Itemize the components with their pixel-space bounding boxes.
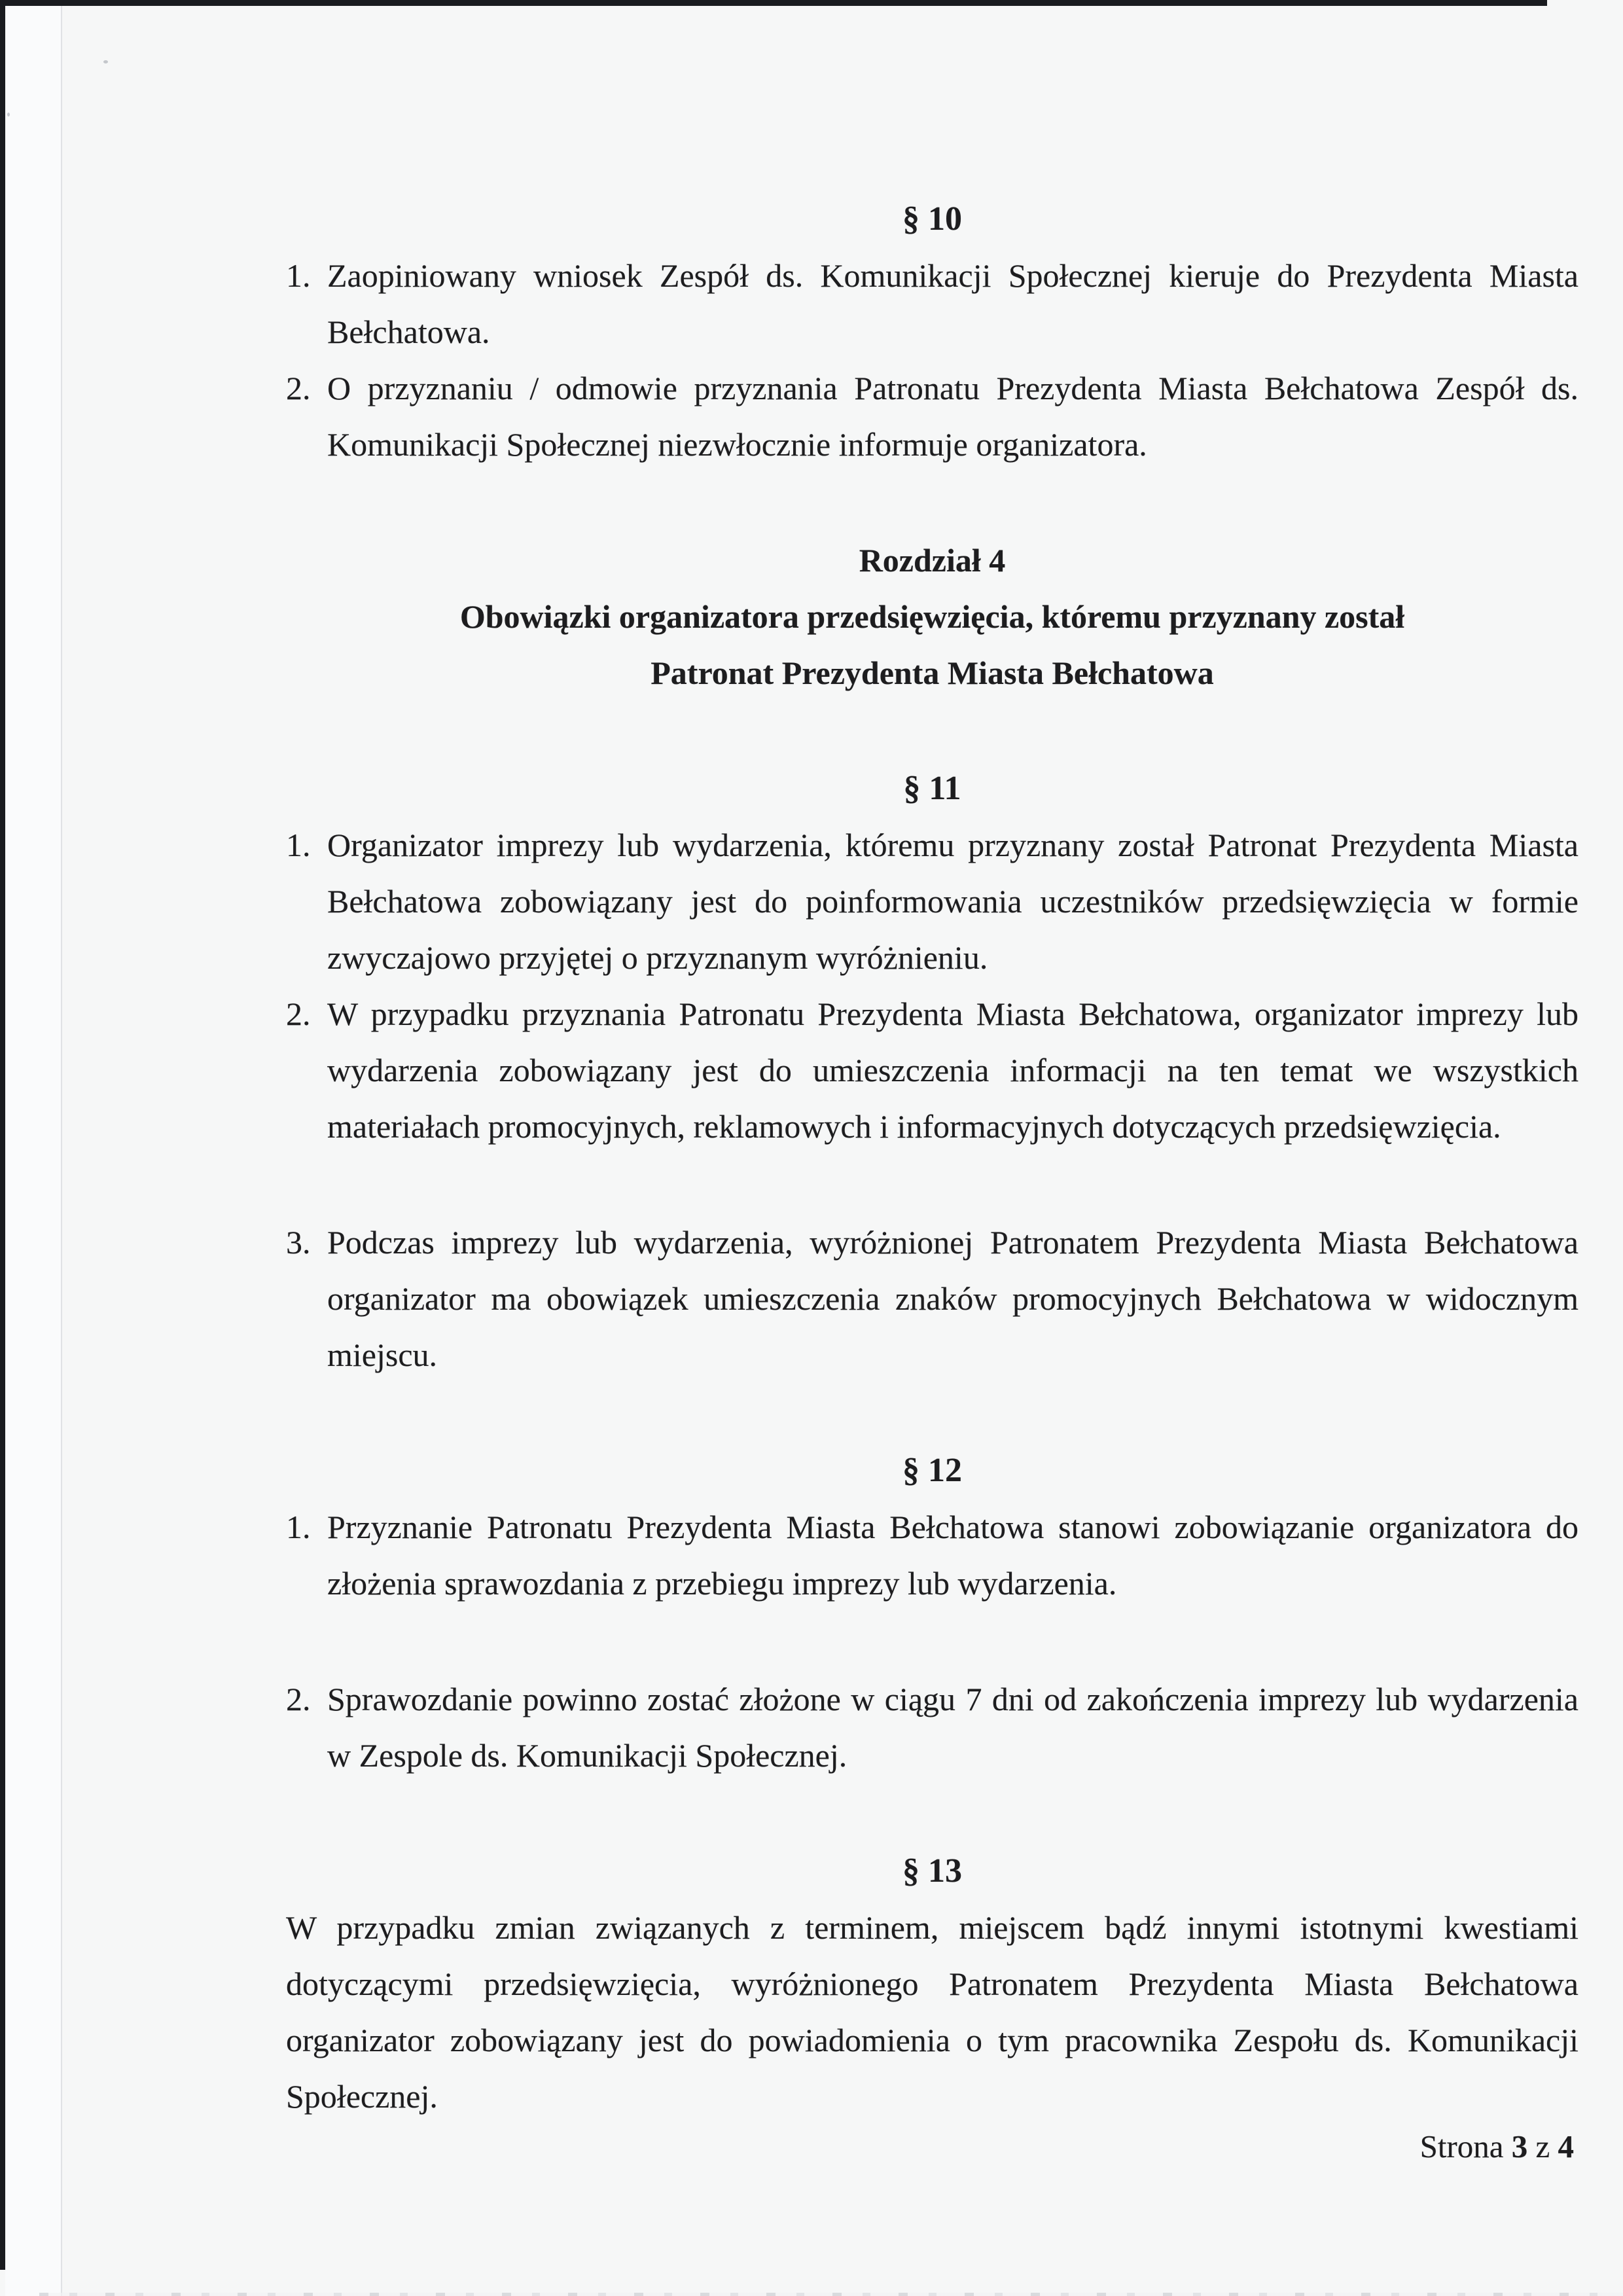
- scan-edge-left: [0, 0, 5, 2270]
- list-item: [286, 360, 1578, 473]
- chapter-heading-line: Obowiązki organizatora przedsięwzięcia, któremu przyznany został: [459, 598, 1405, 635]
- list-item: [286, 1671, 1578, 1784]
- list-item-number: 2.: [286, 996, 311, 1032]
- list-item-number: 2.: [286, 370, 311, 406]
- list-item: [286, 986, 1578, 1155]
- list-item: [286, 817, 1578, 986]
- document-text-block: [286, 191, 1578, 2125]
- list-item-text: Zaopiniowany wniosek Zespół ds. Komunikacji Społecznej kieruje do Prezydenta Miasta Bełchatowa.: [327, 257, 1578, 350]
- section-heading: § 10: [902, 200, 962, 238]
- page-number-footer: [1420, 2127, 1574, 2166]
- list-item-number: 1.: [286, 827, 311, 863]
- paper-fold-edge: [5, 6, 62, 2296]
- list-item-text: Sprawozdanie powinno zostać złożone w ciągu 7 dni od zakończenia imprezy lub wydarzenia w Zespole ds. Komunikacji Społecznej.: [327, 1681, 1578, 1774]
- chapter-heading-line: Rozdział 4: [859, 542, 1006, 579]
- list-item-number: 1.: [286, 257, 311, 294]
- section-heading: § 13: [902, 1852, 962, 1890]
- footer-separator: z: [1527, 2128, 1558, 2164]
- list-item-text: Podczas imprezy lub wydarzenia, wyróżnionej Patronatem Prezydenta Miasta Bełchatowa organizator ma obowiązek umieszczenia znaków promocyjnych Bełchatowa w widocznym miejscu.: [327, 1224, 1578, 1373]
- scan-edge-top: [0, 0, 1547, 6]
- list-item-text: Przyznanie Patronatu Prezydenta Miasta Bełchatowa stanowi zobowiązanie organizatora do złożenia sprawozdania z przebiegu imprezy lub wydarzenia.: [327, 1509, 1578, 1602]
- section-heading: § 12: [902, 1452, 962, 1489]
- list-item-text: O przyznaniu / odmowie przyznania Patronatu Prezydenta Miasta Bełchatowa Zespół ds. Komunikacji Społecznej niezwłocznie informuje organizatora.: [327, 370, 1578, 463]
- footer-page-number: 3: [1511, 2128, 1528, 2164]
- chapter-heading-line: Patronat Prezydenta Miasta Bełchatowa: [651, 655, 1214, 691]
- footer-label: Strona: [1419, 2128, 1512, 2164]
- chapter-heading: [286, 532, 1578, 701]
- scan-speck: [7, 113, 10, 117]
- scan-noise-bottom: [39, 2293, 1623, 2296]
- paragraph: W przypadku zmian związanych z terminem, miejscem bądź innymi istotnymi kwestiami dotyczącymi przedsięwzięcia, wyróżnionego Patronatem Prezydenta Miasta Bełchatowa organizator zobowiązany jest do powiadomienia o tym pracownika Zespołu ds. Komunikacji Społecznej.: [286, 1909, 1578, 2115]
- list-item-text: Organizator imprezy lub wydarzenia, któremu przyznany został Patronat Prezydenta Miasta Bełchatowa zobowiązany jest do poinformowania uczestników przedsięwzięcia w formie zwyczajowo przyjętej o przyznanym wyróżnieniu.: [327, 827, 1578, 976]
- list-item: [286, 247, 1578, 360]
- list-item-text: W przypadku przyznania Patronatu Prezydenta Miasta Bełchatowa, organizator imprezy lub wydarzenia zobowiązany jest do umieszczenia informacji na ten temat we wszystkich materiałach promocyjnych, reklamowych i informacyjnych dotyczących przedsięwzięcia.: [327, 996, 1578, 1145]
- list-item: [286, 1214, 1578, 1383]
- list-item-number: 3.: [286, 1224, 311, 1261]
- list-item-number: 1.: [286, 1509, 311, 1545]
- list-item-number: 2.: [286, 1681, 311, 1717]
- list-item: [286, 1499, 1578, 1611]
- section-heading: § 11: [903, 770, 961, 807]
- scan-speck: [103, 60, 108, 63]
- footer-total-pages: 4: [1558, 2128, 1574, 2164]
